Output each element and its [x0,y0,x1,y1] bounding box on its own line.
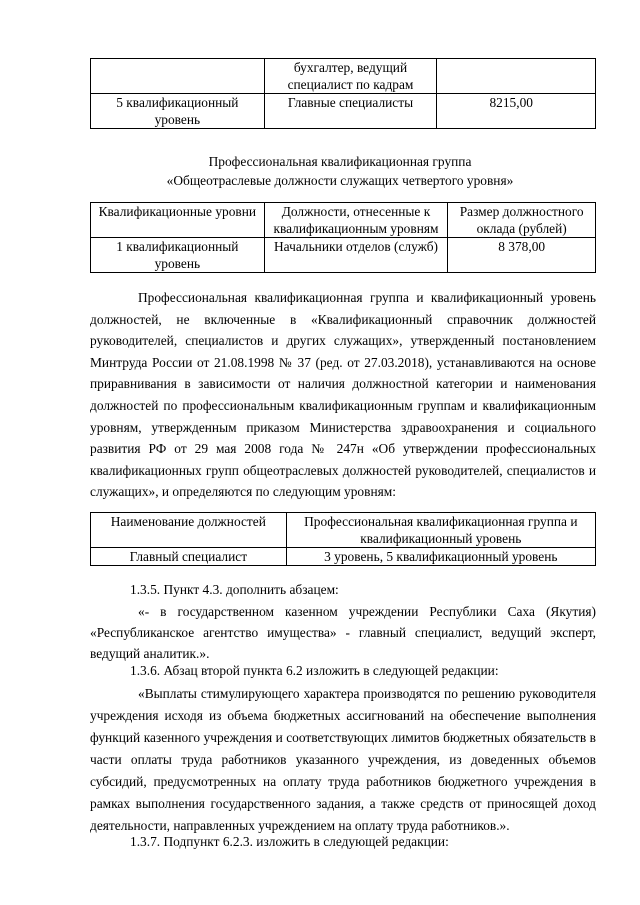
table-cell [437,59,596,94]
quote-1-3-6 [90,683,596,837]
column-header: Профессиональная квалификационная группа и квалификационный уровень [286,513,595,548]
paragraph-text: Профессиональная квалификационная группа и квалификационный уровень должностей, не включенные в «Квалификационный справочник должностей руководителей, специалистов и других служащих», утвержденный постановлением Минтруда России от 21.08.1998 № 37 (ред. от 27.03.2018), устанавливаются на основе приравнивания в зависимости от наличия должностной категории и наименования должностей по профессиональным квалификационным группам и квалификационным уровням, утвержденным приказом Министерства здравоохранения и социального развития РФ от 29 мая 2008 года № 247н «Об утверждении профессиональных квалификационных групп общеотраслевых должностей руководителей, специалистов и служащих», и определяются по следующим уровням: [90,290,596,500]
table-cell: 8 378,00 [448,238,596,273]
group-title-line2: «Общеотраслевые должности служащих четвертого уровня» [166,173,514,188]
table-cell: 8215,00 [437,94,596,129]
table-row [91,238,596,273]
body-paragraph [90,287,596,503]
table-cell: Главные специалисты [264,94,437,129]
table-header-row [91,513,596,548]
quote-text: «- в государственном казенном учреждении Республики Саха (Якутия) «Республиканское агентство имущества» - главный специалист, ведущий эксперт, ведущий аналитик.». [90,604,596,661]
position-level-table [90,512,596,566]
table-header-row [91,203,596,238]
item-1-3-5: 1.3.5. Пункт 4.3. дополнить абзацем: [130,582,339,597]
item-1-3-7: 1.3.7. Подпункт 6.2.3. изложить в следующей редакции: [130,834,449,849]
table-row [91,548,596,566]
column-header: Квалификационные уровни [91,203,265,238]
salary-table-fourth-level [90,202,596,273]
table-cell: 1 квалификационный уровень [91,238,265,273]
table-cell [91,59,265,94]
table-cell: Начальники отделов (служб) [264,238,448,273]
table-cell: Главный специалист [91,548,287,566]
table-row [91,59,596,94]
table-cell: бухгалтер, ведущий специалист по кадрам [264,59,437,94]
column-header: Должности, отнесенные к квалификационным уровням [264,203,448,238]
quote-1-3-5 [90,601,596,664]
table-row [91,94,596,129]
salary-table-continued [90,58,596,129]
table-cell: 3 уровень, 5 квалификационный уровень [286,548,595,566]
group-title-line1: Профессиональная квалификационная группа [208,154,472,169]
quote-text: «Выплаты стимулирующего характера производятся по решению руководителя учреждения исходя из объема бюджетных ассигнований на обеспечение выполнения функций казенного учреждения и соответствующих лимитов бюджетных обязательств в части оплаты труда работников указанного учреждения, из доведенных объемов субсидий, предусмотренных на оплату труда работников бюджетного учреждения в рамках выполнения государственного задания, а также средств от приносящей доход деятельности, направленных учреждением на оплату труда работников.». [90,686,596,833]
column-header: Наименование должностей [91,513,287,548]
table-cell: 5 квалификационный уровень [91,94,265,129]
column-header: Размер должностного оклада (рублей) [448,203,596,238]
item-1-3-6: 1.3.6. Абзац второй пункта 6.2 изложить в следующей редакции: [130,663,499,678]
